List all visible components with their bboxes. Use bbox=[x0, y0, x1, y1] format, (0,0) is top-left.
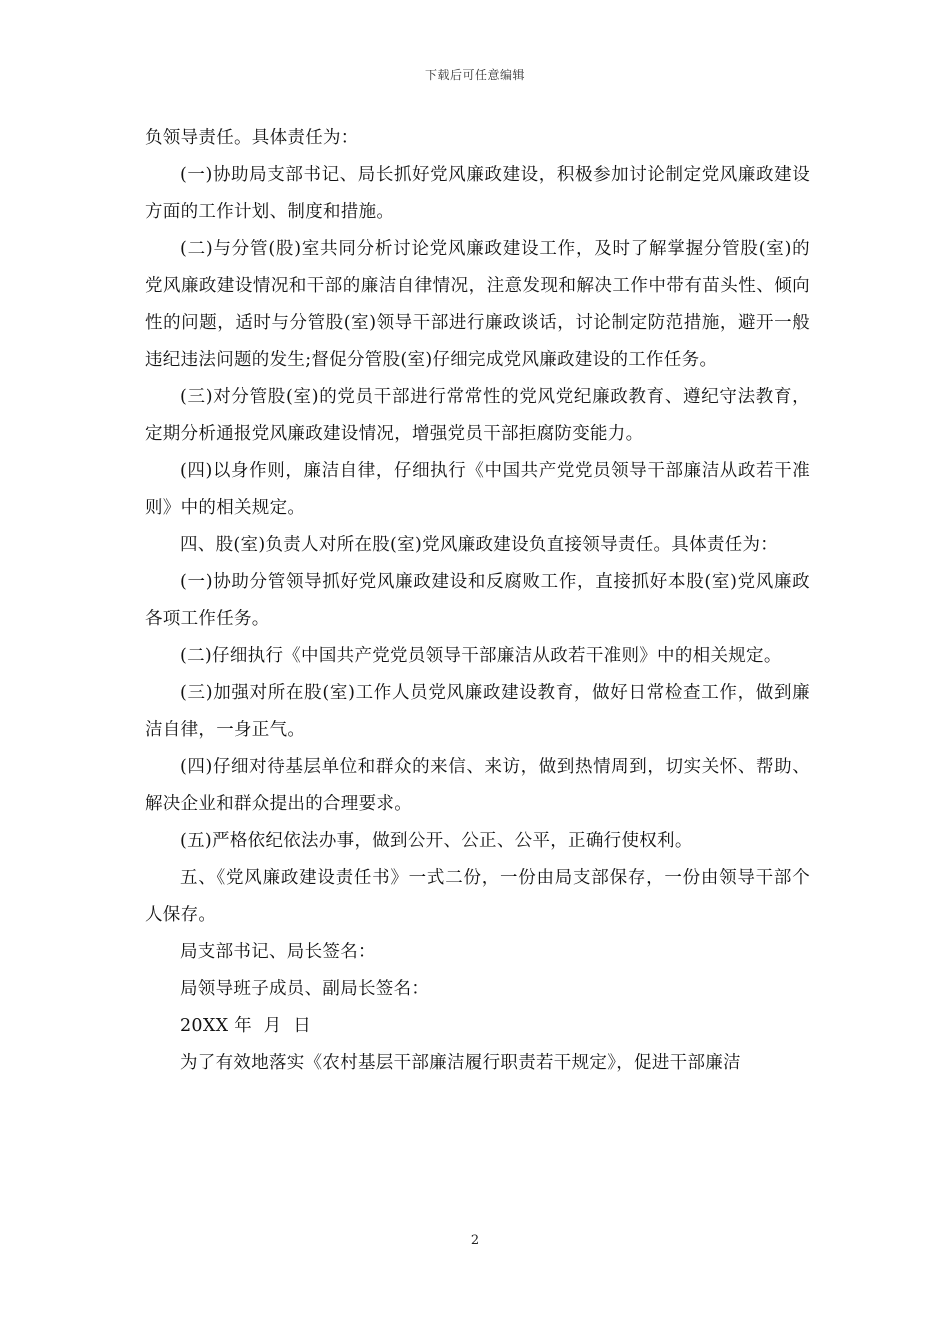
paragraph: (一)协助局支部书记、局长抓好党风廉政建设，积极参加讨论制定党风廉政建设方面的工作计划、制度和措施。 bbox=[145, 165, 810, 222]
paragraph: 负领导责任。具体责任为： bbox=[145, 128, 359, 148]
paragraph: (四)仔细对待基层单位和群众的来信、来访，做到热情周到，切实关怀、帮助、解决企业和群众提出的合理要求。 bbox=[145, 757, 810, 814]
paragraph: (二)仔细执行《中国共产党党员领导干部廉洁从政若干准则》中的相关规定。 bbox=[180, 646, 782, 666]
date-line: 20XX 年 月 日 bbox=[180, 1016, 312, 1036]
paragraph: (一)协助分管领导抓好党风廉政建设和反腐败工作，直接抓好本股(室)党风廉政各项工作任务。 bbox=[145, 572, 810, 629]
paragraph: (四)以身作则，廉洁自律，仔细执行《中国共产党党员领导干部廉洁从政若干准则》中的相关规定。 bbox=[145, 461, 810, 518]
document-body bbox=[145, 120, 810, 1082]
signature-line-branch-secretary: 局支部书记、局长签名： bbox=[180, 942, 376, 962]
paragraph: (三)加强对所在股(室)工作人员党风廉政建设教育，做好日常检查工作，做到廉洁自律，一身正气。 bbox=[145, 683, 810, 740]
paragraph: 五、《党风廉政建设责任书》一式二份，一份由局支部保存，一份由领导干部个人保存。 bbox=[145, 868, 810, 925]
paragraph: (二)与分管(股)室共同分析讨论党风廉政建设工作，及时了解掌握分管股(室)的党风廉政建设情况和干部的廉洁自律情况，注意发现和解决工作中带有苗头性、倾向性的问题，适时与分管股(室)领导干部进行廉政谈话，讨论制定防范措施，避开一般违纪违法问题的发生;督促分管股(室)仔细完成党风廉政建设的工作任务。 bbox=[145, 239, 810, 370]
signature-line-deputy-director: 局领导班子成员、副局长签名： bbox=[180, 979, 430, 999]
paragraph: 为了有效地落实《农村基层干部廉洁履行职责若干规定》，促进干部廉洁 bbox=[180, 1053, 741, 1073]
page-number: 2 bbox=[470, 1233, 480, 1248]
header-note: 下载后可任意编辑 bbox=[424, 68, 525, 82]
paragraph: 四、股(室)负责人对所在股(室)党风廉政建设负直接领导责任。具体责任为： bbox=[180, 535, 779, 555]
paragraph: (五)严格依纪依法办事，做到公开、公正、公平，正确行使权利。 bbox=[180, 831, 693, 851]
paragraph: (三)对分管股(室)的党员干部进行常常性的党风党纪廉政教育、遵纪守法教育，定期分析通报党风廉政建设情况，增强党员干部拒腐防变能力。 bbox=[145, 387, 810, 444]
